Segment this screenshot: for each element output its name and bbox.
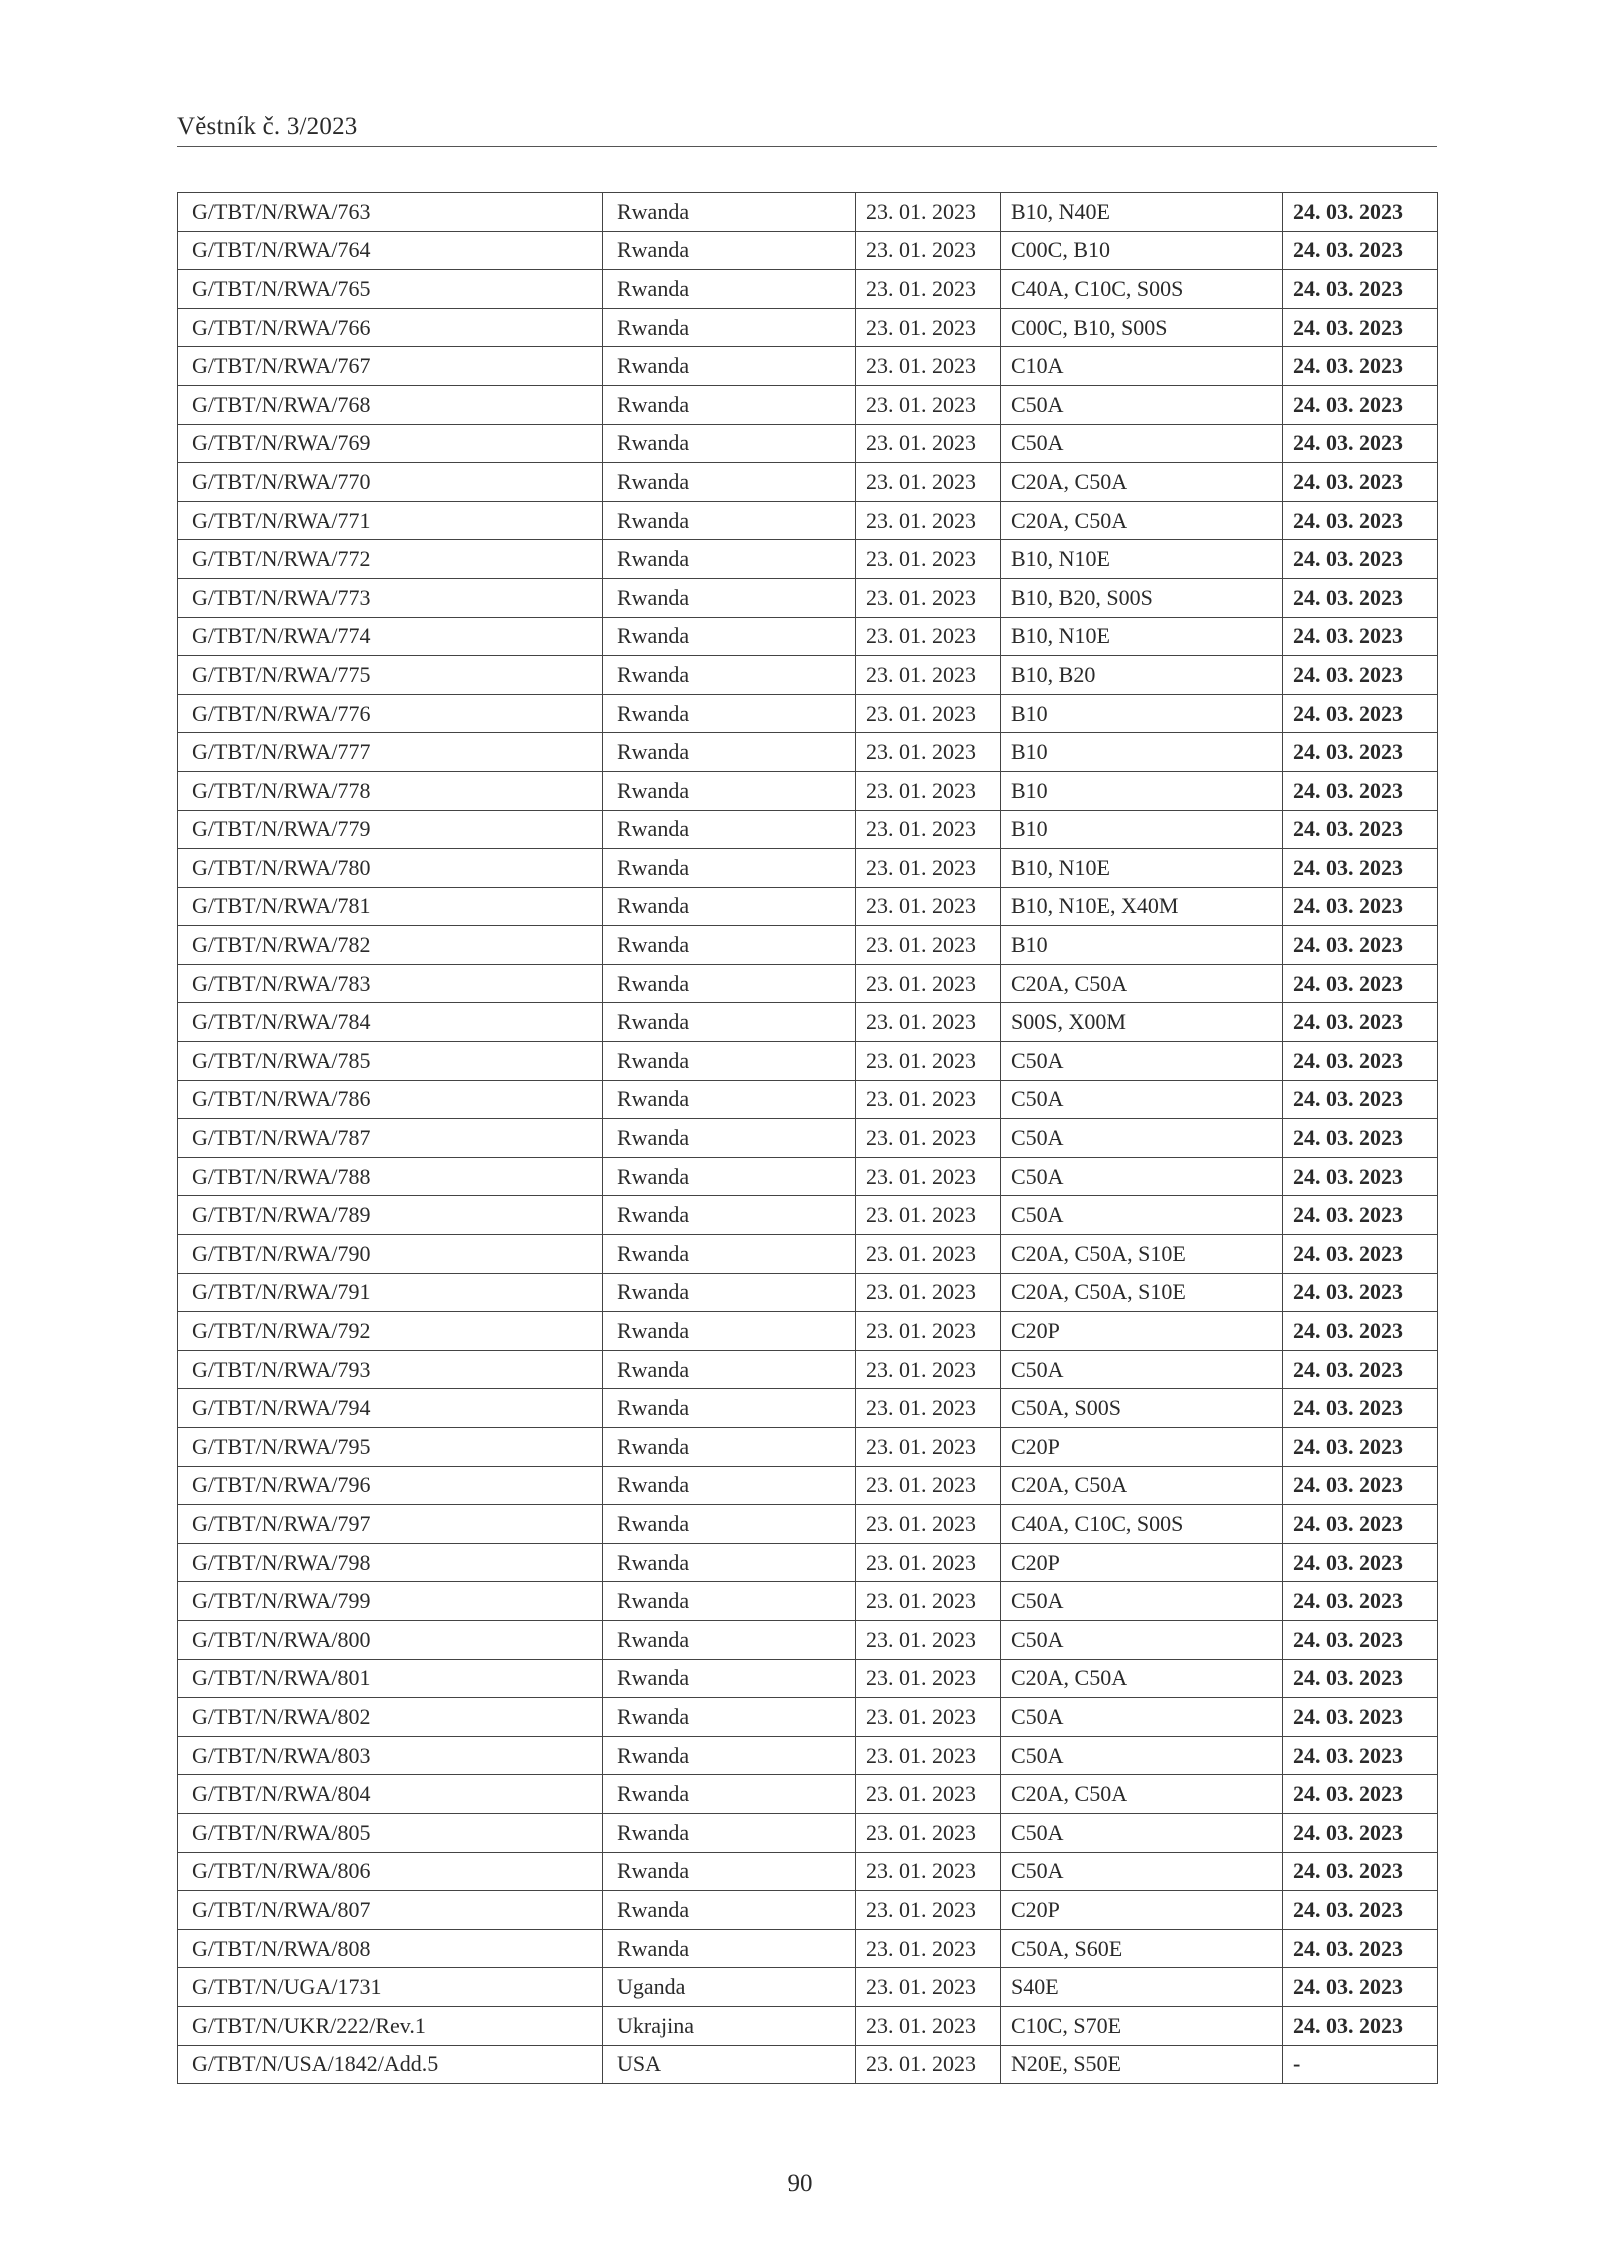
table-row [178, 501, 1438, 540]
date-cell: 23. 01. 2023 [856, 231, 1001, 270]
codes-cell: C20P [1001, 1543, 1283, 1582]
deadline-cell: 24. 03. 2023 [1283, 1698, 1438, 1737]
country-cell: Rwanda [603, 926, 856, 965]
date-cell: 23. 01. 2023 [856, 347, 1001, 386]
country-cell: Rwanda [603, 540, 856, 579]
notification-id-cell: G/TBT/N/RWA/779 [178, 810, 603, 849]
country-cell: Rwanda [603, 849, 856, 888]
date-cell: 23. 01. 2023 [856, 1080, 1001, 1119]
date-cell: 23. 01. 2023 [856, 694, 1001, 733]
country-cell: Rwanda [603, 424, 856, 463]
deadline-cell: 24. 03. 2023 [1283, 1929, 1438, 1968]
notification-id-cell: G/TBT/N/RWA/789 [178, 1196, 603, 1235]
date-cell: 23. 01. 2023 [856, 1659, 1001, 1698]
country-cell: Rwanda [603, 1312, 856, 1351]
deadline-cell: 24. 03. 2023 [1283, 1775, 1438, 1814]
deadline-cell: 24. 03. 2023 [1283, 231, 1438, 270]
notification-id-cell: G/TBT/N/RWA/802 [178, 1698, 603, 1737]
country-cell: Rwanda [603, 193, 856, 232]
table-row [178, 424, 1438, 463]
date-cell: 23. 01. 2023 [856, 424, 1001, 463]
notification-id-cell: G/TBT/N/USA/1842/Add.5 [178, 2045, 603, 2084]
table-row [178, 1350, 1438, 1389]
date-cell: 23. 01. 2023 [856, 1157, 1001, 1196]
country-cell: Rwanda [603, 1196, 856, 1235]
date-cell: 23. 01. 2023 [856, 1698, 1001, 1737]
codes-cell: S40E [1001, 1968, 1283, 2007]
codes-cell: C50A [1001, 1042, 1283, 1081]
codes-cell: C50A [1001, 385, 1283, 424]
date-cell: 23. 01. 2023 [856, 385, 1001, 424]
table-row [178, 1312, 1438, 1351]
date-cell: 23. 01. 2023 [856, 2006, 1001, 2045]
date-cell: 23. 01. 2023 [856, 540, 1001, 579]
deadline-cell: 24. 03. 2023 [1283, 1042, 1438, 1081]
date-cell: 23. 01. 2023 [856, 656, 1001, 695]
deadline-cell: 24. 03. 2023 [1283, 1273, 1438, 1312]
deadline-cell: 24. 03. 2023 [1283, 887, 1438, 926]
country-cell: Rwanda [603, 1273, 856, 1312]
date-cell: 23. 01. 2023 [856, 193, 1001, 232]
codes-cell: B10 [1001, 733, 1283, 772]
date-cell: 23. 01. 2023 [856, 733, 1001, 772]
table-row [178, 1119, 1438, 1158]
date-cell: 23. 01. 2023 [856, 1273, 1001, 1312]
country-cell: Rwanda [603, 463, 856, 502]
notification-id-cell: G/TBT/N/RWA/800 [178, 1620, 603, 1659]
notification-id-cell: G/TBT/N/RWA/794 [178, 1389, 603, 1428]
notification-id-cell: G/TBT/N/RWA/767 [178, 347, 603, 386]
deadline-cell: 24. 03. 2023 [1283, 733, 1438, 772]
notification-id-cell: G/TBT/N/RWA/782 [178, 926, 603, 965]
notification-id-cell: G/TBT/N/RWA/792 [178, 1312, 603, 1351]
deadline-cell: 24. 03. 2023 [1283, 617, 1438, 656]
table-row [178, 193, 1438, 232]
date-cell: 23. 01. 2023 [856, 1042, 1001, 1081]
date-cell: 23. 01. 2023 [856, 1196, 1001, 1235]
table-row [178, 1582, 1438, 1621]
table-row [178, 1273, 1438, 1312]
notification-id-cell: G/TBT/N/RWA/764 [178, 231, 603, 270]
notification-id-cell: G/TBT/N/RWA/797 [178, 1505, 603, 1544]
date-cell: 23. 01. 2023 [856, 308, 1001, 347]
country-cell: Ukrajina [603, 2006, 856, 2045]
codes-cell: B10, N40E [1001, 193, 1283, 232]
country-cell: Rwanda [603, 1813, 856, 1852]
date-cell: 23. 01. 2023 [856, 1505, 1001, 1544]
table-row [178, 1080, 1438, 1119]
deadline-cell: 24. 03. 2023 [1283, 385, 1438, 424]
notification-id-cell: G/TBT/N/RWA/805 [178, 1813, 603, 1852]
deadline-cell: 24. 03. 2023 [1283, 1350, 1438, 1389]
deadline-cell: 24. 03. 2023 [1283, 694, 1438, 733]
table-row [178, 849, 1438, 888]
codes-cell: S00S, X00M [1001, 1003, 1283, 1042]
notification-id-cell: G/TBT/N/RWA/791 [178, 1273, 603, 1312]
deadline-cell: 24. 03. 2023 [1283, 1389, 1438, 1428]
deadline-cell: 24. 03. 2023 [1283, 2006, 1438, 2045]
table-row [178, 1003, 1438, 1042]
table-row [178, 1157, 1438, 1196]
table-row [178, 1929, 1438, 1968]
country-cell: Rwanda [603, 1389, 856, 1428]
page-header-title: Věstník č. 3/2023 [177, 113, 358, 140]
notification-id-cell: G/TBT/N/RWA/769 [178, 424, 603, 463]
notification-id-cell: G/TBT/N/RWA/772 [178, 540, 603, 579]
country-cell: Rwanda [603, 964, 856, 1003]
notification-id-cell: G/TBT/N/RWA/806 [178, 1852, 603, 1891]
country-cell: Rwanda [603, 1659, 856, 1698]
date-cell: 23. 01. 2023 [856, 1582, 1001, 1621]
deadline-cell: 24. 03. 2023 [1283, 810, 1438, 849]
date-cell: 23. 01. 2023 [856, 1428, 1001, 1467]
notification-id-cell: G/TBT/N/RWA/803 [178, 1736, 603, 1775]
table-row [178, 1389, 1438, 1428]
deadline-cell: 24. 03. 2023 [1283, 1582, 1438, 1621]
codes-cell: C20A, C50A, S10E [1001, 1235, 1283, 1274]
country-cell: Rwanda [603, 1929, 856, 1968]
country-cell: Rwanda [603, 308, 856, 347]
notification-id-cell: G/TBT/N/RWA/766 [178, 308, 603, 347]
table-row [178, 1428, 1438, 1467]
date-cell: 23. 01. 2023 [856, 1543, 1001, 1582]
country-cell: Rwanda [603, 771, 856, 810]
codes-cell: C00C, B10, S00S [1001, 308, 1283, 347]
country-cell: Rwanda [603, 1466, 856, 1505]
table-row [178, 887, 1438, 926]
table-row [178, 617, 1438, 656]
country-cell: Rwanda [603, 1350, 856, 1389]
deadline-cell: 24. 03. 2023 [1283, 463, 1438, 502]
date-cell: 23. 01. 2023 [856, 578, 1001, 617]
notification-id-cell: G/TBT/N/RWA/776 [178, 694, 603, 733]
deadline-cell: 24. 03. 2023 [1283, 1543, 1438, 1582]
deadline-cell: 24. 03. 2023 [1283, 193, 1438, 232]
table-row [178, 2045, 1438, 2084]
country-cell: Rwanda [603, 1119, 856, 1158]
deadline-cell: - [1283, 2045, 1438, 2084]
notifications-table [177, 192, 1438, 2084]
codes-cell: B10 [1001, 694, 1283, 733]
notification-id-cell: G/TBT/N/RWA/765 [178, 270, 603, 309]
deadline-cell: 24. 03. 2023 [1283, 1813, 1438, 1852]
codes-cell: C00C, B10 [1001, 231, 1283, 270]
date-cell: 23. 01. 2023 [856, 617, 1001, 656]
country-cell: Rwanda [603, 1157, 856, 1196]
date-cell: 23. 01. 2023 [856, 771, 1001, 810]
country-cell: Rwanda [603, 1428, 856, 1467]
date-cell: 23. 01. 2023 [856, 849, 1001, 888]
country-cell: Rwanda [603, 1080, 856, 1119]
codes-cell: B10, B20 [1001, 656, 1283, 695]
notification-id-cell: G/TBT/N/RWA/773 [178, 578, 603, 617]
date-cell: 23. 01. 2023 [856, 1891, 1001, 1930]
date-cell: 23. 01. 2023 [856, 1235, 1001, 1274]
country-cell: Rwanda [603, 1582, 856, 1621]
country-cell: Rwanda [603, 733, 856, 772]
codes-cell: C50A [1001, 1350, 1283, 1389]
table-row [178, 810, 1438, 849]
table-row [178, 347, 1438, 386]
country-cell: Rwanda [603, 1698, 856, 1737]
table-row [178, 1543, 1438, 1582]
notification-id-cell: G/TBT/N/RWA/796 [178, 1466, 603, 1505]
notification-id-cell: G/TBT/N/RWA/774 [178, 617, 603, 656]
notification-id-cell: G/TBT/N/RWA/787 [178, 1119, 603, 1158]
codes-cell: C10C, S70E [1001, 2006, 1283, 2045]
table-row [178, 1042, 1438, 1081]
notification-id-cell: G/TBT/N/RWA/780 [178, 849, 603, 888]
table-row [178, 926, 1438, 965]
date-cell: 23. 01. 2023 [856, 1389, 1001, 1428]
country-cell: Rwanda [603, 347, 856, 386]
deadline-cell: 24. 03. 2023 [1283, 656, 1438, 695]
date-cell: 23. 01. 2023 [856, 1350, 1001, 1389]
table-row [178, 694, 1438, 733]
codes-cell: C20A, C50A [1001, 501, 1283, 540]
deadline-cell: 24. 03. 2023 [1283, 424, 1438, 463]
deadline-cell: 24. 03. 2023 [1283, 964, 1438, 1003]
country-cell: Rwanda [603, 1505, 856, 1544]
notifications-table-body [178, 193, 1438, 2084]
codes-cell: C20P [1001, 1312, 1283, 1351]
country-cell: Rwanda [603, 1620, 856, 1659]
country-cell: Rwanda [603, 1891, 856, 1930]
codes-cell: B10, B20, S00S [1001, 578, 1283, 617]
notification-id-cell: G/TBT/N/RWA/807 [178, 1891, 603, 1930]
codes-cell: C50A [1001, 1813, 1283, 1852]
notification-id-cell: G/TBT/N/RWA/790 [178, 1235, 603, 1274]
date-cell: 23. 01. 2023 [856, 1968, 1001, 2007]
country-cell: USA [603, 2045, 856, 2084]
deadline-cell: 24. 03. 2023 [1283, 1428, 1438, 1467]
table-row [178, 1891, 1438, 1930]
country-cell: Rwanda [603, 270, 856, 309]
codes-cell: B10, N10E [1001, 617, 1283, 656]
codes-cell: C50A [1001, 1119, 1283, 1158]
codes-cell: C20P [1001, 1428, 1283, 1467]
deadline-cell: 24. 03. 2023 [1283, 1157, 1438, 1196]
codes-cell: C50A [1001, 1080, 1283, 1119]
deadline-cell: 24. 03. 2023 [1283, 1312, 1438, 1351]
country-cell: Rwanda [603, 231, 856, 270]
notification-id-cell: G/TBT/N/RWA/771 [178, 501, 603, 540]
notification-id-cell: G/TBT/N/RWA/788 [178, 1157, 603, 1196]
deadline-cell: 24. 03. 2023 [1283, 926, 1438, 965]
deadline-cell: 24. 03. 2023 [1283, 1891, 1438, 1930]
codes-cell: B10, N10E [1001, 849, 1283, 888]
country-cell: Rwanda [603, 887, 856, 926]
notification-id-cell: G/TBT/N/RWA/778 [178, 771, 603, 810]
codes-cell: C20A, C50A [1001, 1659, 1283, 1698]
country-cell: Rwanda [603, 1775, 856, 1814]
date-cell: 23. 01. 2023 [856, 270, 1001, 309]
codes-cell: C20A, C50A [1001, 463, 1283, 502]
date-cell: 23. 01. 2023 [856, 964, 1001, 1003]
deadline-cell: 24. 03. 2023 [1283, 347, 1438, 386]
table-row [178, 964, 1438, 1003]
codes-cell: N20E, S50E [1001, 2045, 1283, 2084]
table-row [178, 656, 1438, 695]
codes-cell: B10 [1001, 771, 1283, 810]
deadline-cell: 24. 03. 2023 [1283, 1659, 1438, 1698]
codes-cell: C50A [1001, 1620, 1283, 1659]
codes-cell: C20A, C50A [1001, 1466, 1283, 1505]
codes-cell: C50A [1001, 1698, 1283, 1737]
deadline-cell: 24. 03. 2023 [1283, 1080, 1438, 1119]
codes-cell: C40A, C10C, S00S [1001, 270, 1283, 309]
deadline-cell: 24. 03. 2023 [1283, 1196, 1438, 1235]
codes-cell: C50A [1001, 1582, 1283, 1621]
deadline-cell: 24. 03. 2023 [1283, 1620, 1438, 1659]
date-cell: 23. 01. 2023 [856, 2045, 1001, 2084]
table-row [178, 1620, 1438, 1659]
deadline-cell: 24. 03. 2023 [1283, 1968, 1438, 2007]
codes-cell: C50A, S60E [1001, 1929, 1283, 1968]
country-cell: Rwanda [603, 1852, 856, 1891]
table-row [178, 578, 1438, 617]
table-row [178, 1235, 1438, 1274]
table-row [178, 1736, 1438, 1775]
country-cell: Rwanda [603, 385, 856, 424]
date-cell: 23. 01. 2023 [856, 501, 1001, 540]
deadline-cell: 24. 03. 2023 [1283, 1466, 1438, 1505]
codes-cell: C50A, S00S [1001, 1389, 1283, 1428]
notification-id-cell: G/TBT/N/RWA/801 [178, 1659, 603, 1698]
notification-id-cell: G/TBT/N/RWA/798 [178, 1543, 603, 1582]
codes-cell: C20A, C50A [1001, 964, 1283, 1003]
date-cell: 23. 01. 2023 [856, 1466, 1001, 1505]
codes-cell: C50A [1001, 1852, 1283, 1891]
date-cell: 23. 01. 2023 [856, 810, 1001, 849]
notification-id-cell: G/TBT/N/RWA/784 [178, 1003, 603, 1042]
table-row [178, 540, 1438, 579]
codes-cell: C20A, C50A, S10E [1001, 1273, 1283, 1312]
deadline-cell: 24. 03. 2023 [1283, 308, 1438, 347]
table-row [178, 1968, 1438, 2007]
codes-cell: C40A, C10C, S00S [1001, 1505, 1283, 1544]
notification-id-cell: G/TBT/N/RWA/777 [178, 733, 603, 772]
country-cell: Rwanda [603, 1003, 856, 1042]
table-row [178, 231, 1438, 270]
table-row [178, 733, 1438, 772]
table-row [178, 1813, 1438, 1852]
country-cell: Rwanda [603, 1042, 856, 1081]
header-divider [177, 146, 1437, 147]
notification-id-cell: G/TBT/N/RWA/786 [178, 1080, 603, 1119]
codes-cell: B10 [1001, 926, 1283, 965]
codes-cell: C20P [1001, 1891, 1283, 1930]
codes-cell: B10 [1001, 810, 1283, 849]
notification-id-cell: G/TBT/N/RWA/783 [178, 964, 603, 1003]
date-cell: 23. 01. 2023 [856, 1929, 1001, 1968]
notification-id-cell: G/TBT/N/RWA/785 [178, 1042, 603, 1081]
notification-id-cell: G/TBT/N/UKR/222/Rev.1 [178, 2006, 603, 2045]
codes-cell: B10, N10E [1001, 540, 1283, 579]
codes-cell: B10, N10E, X40M [1001, 887, 1283, 926]
table-row [178, 463, 1438, 502]
table-row [178, 308, 1438, 347]
table-row [178, 771, 1438, 810]
date-cell: 23. 01. 2023 [856, 1312, 1001, 1351]
codes-cell: C50A [1001, 1736, 1283, 1775]
country-cell: Rwanda [603, 1235, 856, 1274]
date-cell: 23. 01. 2023 [856, 1852, 1001, 1891]
table-row [178, 1505, 1438, 1544]
country-cell: Rwanda [603, 617, 856, 656]
deadline-cell: 24. 03. 2023 [1283, 501, 1438, 540]
deadline-cell: 24. 03. 2023 [1283, 771, 1438, 810]
deadline-cell: 24. 03. 2023 [1283, 849, 1438, 888]
date-cell: 23. 01. 2023 [856, 887, 1001, 926]
deadline-cell: 24. 03. 2023 [1283, 1003, 1438, 1042]
deadline-cell: 24. 03. 2023 [1283, 1119, 1438, 1158]
codes-cell: C20A, C50A [1001, 1775, 1283, 1814]
table-row [178, 270, 1438, 309]
country-cell: Uganda [603, 1968, 856, 2007]
date-cell: 23. 01. 2023 [856, 1736, 1001, 1775]
notification-id-cell: G/TBT/N/RWA/775 [178, 656, 603, 695]
deadline-cell: 24. 03. 2023 [1283, 1235, 1438, 1274]
table-row [178, 1466, 1438, 1505]
date-cell: 23. 01. 2023 [856, 463, 1001, 502]
date-cell: 23. 01. 2023 [856, 1119, 1001, 1158]
country-cell: Rwanda [603, 694, 856, 733]
deadline-cell: 24. 03. 2023 [1283, 578, 1438, 617]
table-row [178, 2006, 1438, 2045]
notification-id-cell: G/TBT/N/RWA/795 [178, 1428, 603, 1467]
country-cell: Rwanda [603, 810, 856, 849]
notification-id-cell: G/TBT/N/UGA/1731 [178, 1968, 603, 2007]
notification-id-cell: G/TBT/N/RWA/763 [178, 193, 603, 232]
deadline-cell: 24. 03. 2023 [1283, 1505, 1438, 1544]
codes-cell: C50A [1001, 424, 1283, 463]
deadline-cell: 24. 03. 2023 [1283, 1852, 1438, 1891]
country-cell: Rwanda [603, 501, 856, 540]
table-row [178, 1852, 1438, 1891]
notification-id-cell: G/TBT/N/RWA/804 [178, 1775, 603, 1814]
deadline-cell: 24. 03. 2023 [1283, 540, 1438, 579]
codes-cell: C50A [1001, 1196, 1283, 1235]
notification-id-cell: G/TBT/N/RWA/793 [178, 1350, 603, 1389]
notification-id-cell: G/TBT/N/RWA/770 [178, 463, 603, 502]
codes-cell: C50A [1001, 1157, 1283, 1196]
table-row [178, 1659, 1438, 1698]
country-cell: Rwanda [603, 578, 856, 617]
table-row [178, 1775, 1438, 1814]
table-row [178, 1698, 1438, 1737]
notification-id-cell: G/TBT/N/RWA/799 [178, 1582, 603, 1621]
country-cell: Rwanda [603, 656, 856, 695]
date-cell: 23. 01. 2023 [856, 1620, 1001, 1659]
date-cell: 23. 01. 2023 [856, 926, 1001, 965]
notification-id-cell: G/TBT/N/RWA/768 [178, 385, 603, 424]
codes-cell: C10A [1001, 347, 1283, 386]
date-cell: 23. 01. 2023 [856, 1813, 1001, 1852]
country-cell: Rwanda [603, 1736, 856, 1775]
page-number: 90 [787, 2170, 813, 2197]
date-cell: 23. 01. 2023 [856, 1775, 1001, 1814]
notification-id-cell: G/TBT/N/RWA/808 [178, 1929, 603, 1968]
date-cell: 23. 01. 2023 [856, 1003, 1001, 1042]
notification-id-cell: G/TBT/N/RWA/781 [178, 887, 603, 926]
table-row [178, 1196, 1438, 1235]
deadline-cell: 24. 03. 2023 [1283, 1736, 1438, 1775]
deadline-cell: 24. 03. 2023 [1283, 270, 1438, 309]
table-row [178, 385, 1438, 424]
country-cell: Rwanda [603, 1543, 856, 1582]
